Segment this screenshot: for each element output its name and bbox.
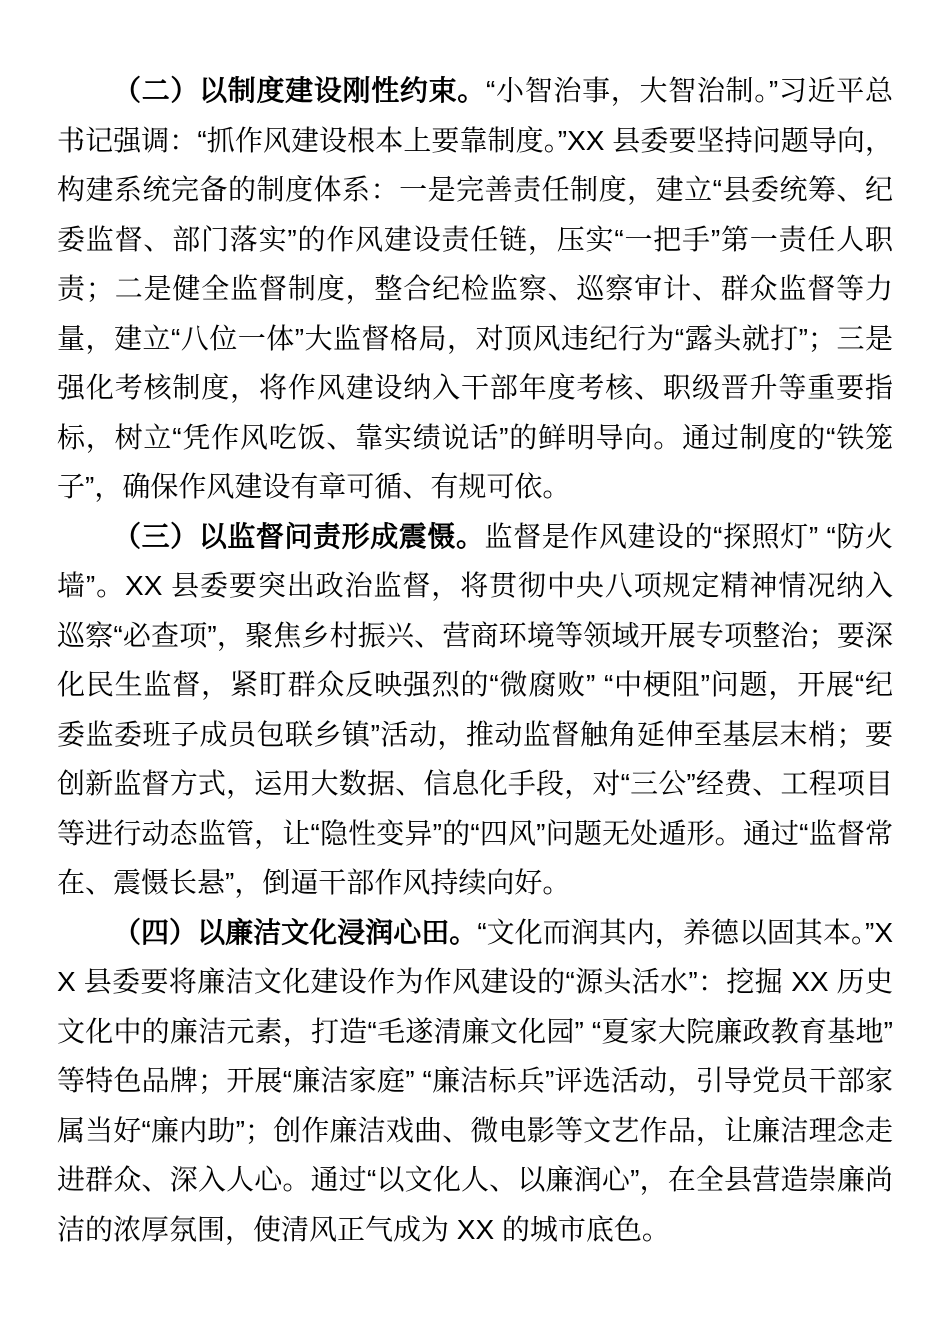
paragraph-section-2 bbox=[57, 66, 893, 512]
paragraph-body: 监督是作风建设的“探照灯” “防火墙”。XX 县委要突出政治监督，将贯彻中央八项规定精神情况纳入巡察“必查项”，聚焦乡村振兴、营商环境等领域开展专项整治；要深化民生监督，紧盯群众反映强烈的“微腐败” “中梗阻”问题，开展“纪委监委班子成员包联乡镇”活动，推动监督触角延伸至基层末梢；要创新监督方式，运用大数据、信息化手段，对“三公”经费、工程项目等进行动态监管，让“隐性变异”的“四风”问题无处遁形。通过“监督常在、震慑长悬”，倒逼干部作风持续向好。 bbox=[57, 520, 893, 898]
paragraph-body: “文化而润其内，养德以固其本。”XX 县委要将廉洁文化建设作为作风建设的“源头活水”：挖掘 XX 历史文化中的廉洁元素，打造“毛遂清廉文化园” “夏家大院廉政教育基地”等特色品牌；开展“廉洁家庭” “廉洁标兵”评选活动，引导党员干部家属当好“廉内助”；创作廉洁戏曲、微电影等文艺作品，让廉洁理念走进群众、深入人心。通过“以文化人、以廉润心”，在全县营造崇廉尚洁的浓厚氛围，使清风正气成为 XX 的城市底色。 bbox=[57, 916, 893, 1245]
paragraph-body: “小智治事，大智治制。”习近平总书记强调：“抓作风建设根本上要靠制度。”XX 县委要坚持问题导向，构建系统完备的制度体系：一是完善责任制度，建立“县委统筹、纪委监督、部门落实”的作风建设责任链，压实“一把手”第一责任人职责；二是健全监督制度，整合纪检监察、巡察审计、群众监督等力量，建立“八位一体”大监督格局，对顶风违纪行为“露头就打”；三是强化考核制度，将作风建设纳入干部年度考核、职级晋升等重要指标，树立“凭作风吃饭、靠实绩说话”的鲜明导向。通过制度的“铁笼子”，确保作风建设有章可循、有规可依。 bbox=[57, 75, 893, 502]
paragraph-section-4 bbox=[57, 908, 893, 1255]
paragraph-section-3 bbox=[57, 512, 893, 908]
paragraph-heading: （三）以监督问责形成震慑。 bbox=[113, 520, 485, 552]
paragraph-heading: （四）以廉洁文化浸润心田。 bbox=[113, 916, 478, 948]
paragraph-heading: （二）以制度建设刚性约束。 bbox=[113, 75, 486, 106]
